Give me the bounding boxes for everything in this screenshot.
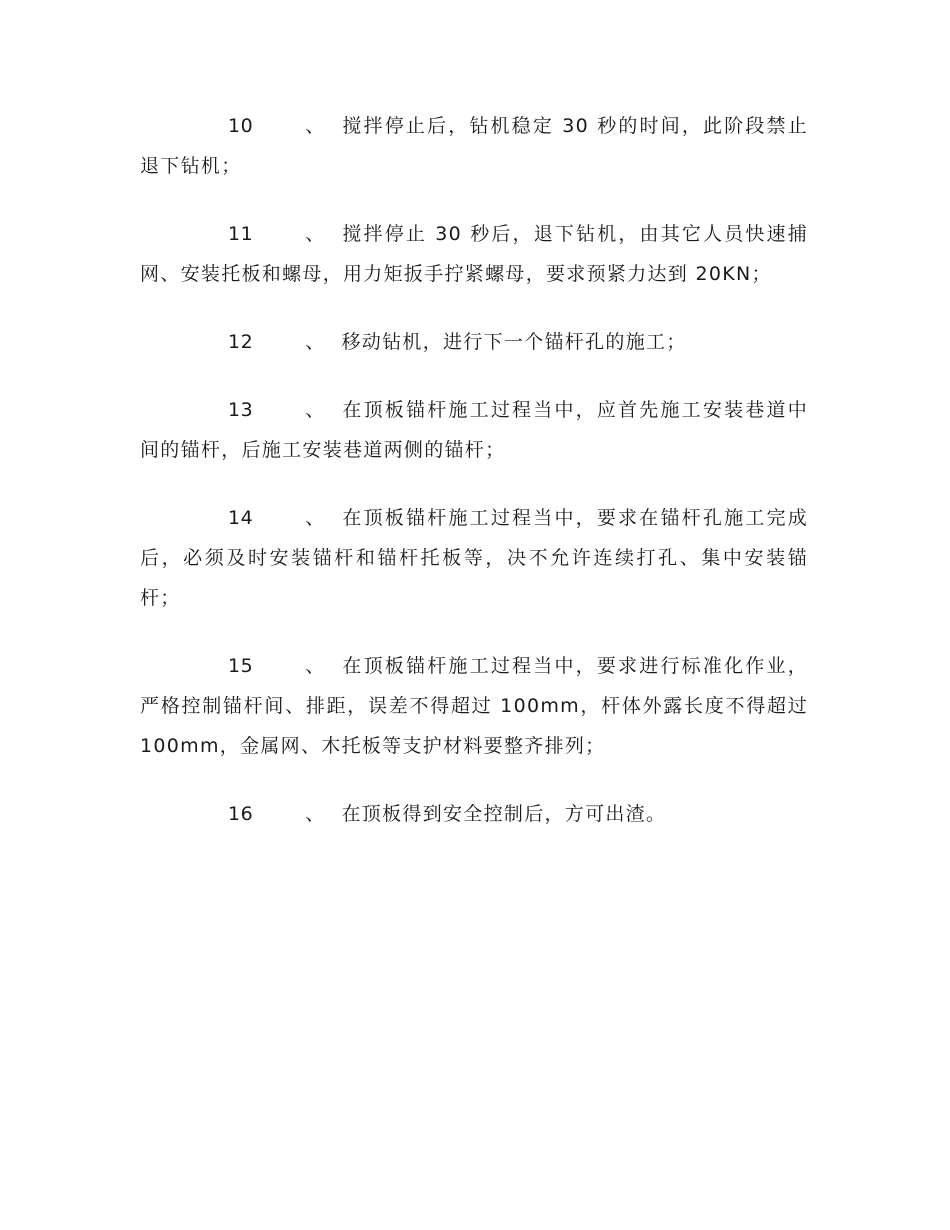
item-separator: 、 bbox=[305, 399, 326, 421]
list-item bbox=[140, 322, 808, 362]
item-number: 16 bbox=[228, 803, 254, 825]
item-separator: 、 bbox=[305, 223, 326, 245]
item-text: 搅拌停止后，钻机稳定 30 秒的时间，此阶段禁止退下钻机； bbox=[140, 115, 808, 177]
list-item bbox=[140, 646, 808, 766]
list-item bbox=[140, 498, 808, 618]
item-text: 在顶板锚杆施工过程当中，要求进行标准化作业，严格控制锚杆间、排距，误差不得超过 100mm，杆体外露长度不得超过 100mm，金属网、木托板等支护材料要整齐排列； bbox=[140, 655, 808, 757]
item-number: 12 bbox=[228, 331, 254, 353]
item-number: 14 bbox=[228, 507, 254, 529]
list-item bbox=[140, 794, 808, 834]
item-text: 移动钻机，进行下一个锚杆孔的施工； bbox=[341, 331, 687, 353]
item-separator: 、 bbox=[305, 507, 326, 529]
item-text: 搅拌停止 30 秒后，退下钻机，由其它人员快速捕网、安装托板和螺母，用力矩扳手拧紧螺母，要求预紧力达到 20KN； bbox=[140, 223, 808, 285]
item-text: 在顶板锚杆施工过程当中，要求在锚杆孔施工完成后，必须及时安装锚杆和锚杆托板等，决不允许连续打孔、集中安装锚杆； bbox=[140, 507, 808, 609]
item-separator: 、 bbox=[305, 803, 326, 825]
list-item bbox=[140, 214, 808, 294]
list-item bbox=[140, 106, 808, 186]
item-number: 15 bbox=[228, 655, 254, 677]
item-separator: 、 bbox=[305, 115, 326, 137]
document-body bbox=[140, 106, 808, 862]
item-number: 10 bbox=[228, 115, 254, 137]
item-text: 在顶板锚杆施工过程当中，应首先施工安装巷道中间的锚杆，后施工安装巷道两侧的锚杆； bbox=[140, 399, 808, 461]
item-number: 11 bbox=[228, 223, 254, 245]
item-text: 在顶板得到安全控制后，方可出渣。 bbox=[341, 803, 667, 825]
item-number: 13 bbox=[228, 399, 254, 421]
list-item bbox=[140, 390, 808, 470]
item-separator: 、 bbox=[305, 331, 326, 353]
item-separator: 、 bbox=[305, 655, 326, 677]
